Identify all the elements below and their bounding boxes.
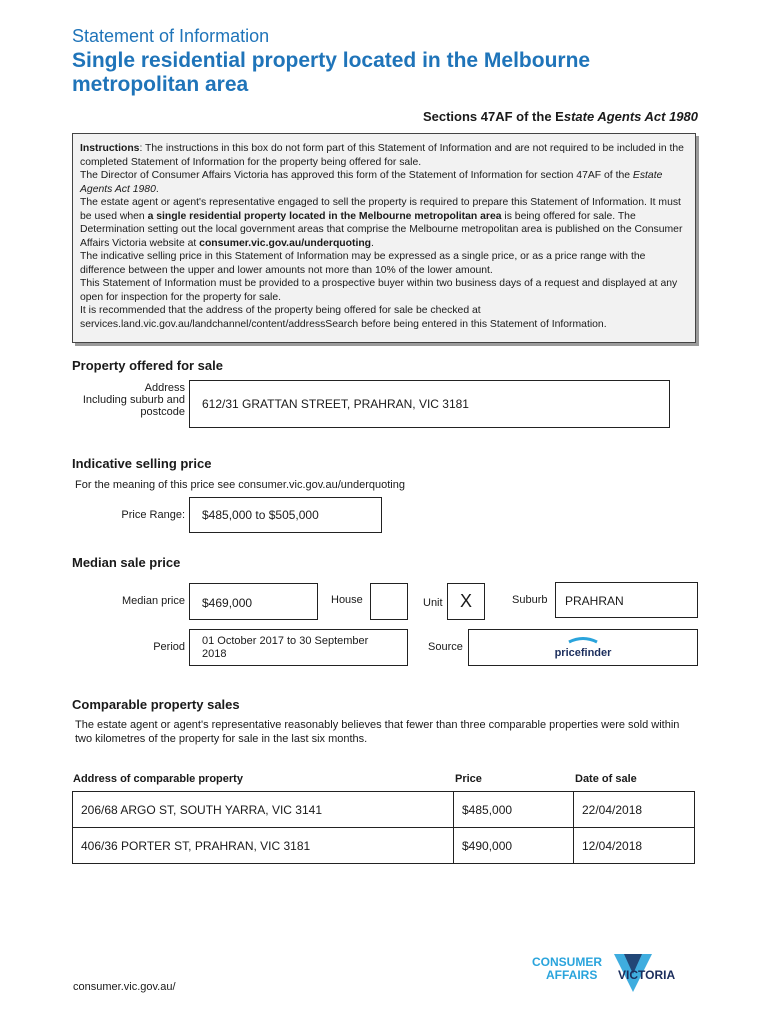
suburb-field[interactable] — [555, 582, 698, 618]
form-title: Single residential property located in the Melbourne metropolitan area — [72, 49, 591, 96]
price-range-label: Price Range: — [121, 509, 185, 521]
comparable-address-cell[interactable]: 206/68 ARGO ST, SOUTH YARRA, VIC 3141 — [73, 792, 454, 828]
suburb-value: PRAHRAN — [565, 594, 624, 608]
unit-checkbox-value: X — [459, 591, 472, 611]
median-price-value: $469,000 — [202, 596, 253, 610]
instructions-p3a: The estate agent or agent's representative engaged to sell the property is required to prepare this Statement of Information. It must be used when — [80, 197, 681, 222]
cav-logo-line1: CONSUMER — [532, 955, 603, 969]
price-range-field[interactable] — [189, 497, 382, 533]
address-field[interactable] — [189, 380, 670, 428]
form-pre-title: Statement of Information — [72, 26, 270, 46]
instructions-p2a: The Director of Consumer Affairs Victoria has approved this form of the Statement of Information for section 47AF of the — [80, 170, 633, 181]
instructions-label: Instructions — [80, 143, 140, 154]
comparable-price-cell[interactable]: $490,000 — [454, 828, 574, 864]
pricefinder-logo — [553, 636, 613, 660]
instructions-p2-act: Estate Agents Act 1980 — [80, 170, 663, 195]
comparable-date-cell[interactable]: 22/04/2018 — [574, 792, 695, 828]
col-header-price: Price — [455, 773, 482, 785]
price-range-value: $485,000 to $505,000 — [202, 508, 319, 522]
property-heading: Property offered for sale — [72, 358, 223, 373]
median-heading: Median sale price — [72, 555, 181, 570]
comparable-address-cell[interactable]: 406/36 PORTER ST, PRAHRAN, VIC 3181 — [73, 828, 454, 864]
consumer-affairs-victoria-logo — [532, 952, 692, 994]
instructions-p3c: . — [371, 237, 374, 249]
house-label: House — [331, 594, 363, 606]
instructions-p4: The indicative selling price in this Statement of Information may be expressed as a single price, or as a price range with the difference between the upper and lower amounts not more than 10% of the lower amount. — [80, 251, 646, 276]
cav-logo-line3: VICTORIA — [618, 968, 676, 982]
period-label: Period — [153, 641, 185, 653]
indicative-heading: Indicative selling price — [72, 456, 212, 471]
instructions-p5: This Statement of Information must be provided to a prospective buyer within two business days of a request and displayed at any open for inspection for the property for sale. — [80, 278, 678, 303]
instructions-p3b: is being offered for sale. The Determination setting out the local government areas that comprise the Melbourne metropolitan area is published on the Consumer Affairs Victoria website at — [80, 210, 683, 249]
sections-prefix: Sections 47AF of the E — [422, 109, 564, 124]
table-row — [73, 792, 695, 828]
pricefinder-logo-text: pricefinder — [554, 647, 612, 659]
source-label: Source — [428, 641, 463, 653]
period-field[interactable] — [189, 629, 408, 666]
col-header-date: Date of sale — [575, 773, 637, 785]
cav-logo-graphic — [532, 952, 692, 994]
sections-reference — [423, 109, 698, 124]
footer-url[interactable]: consumer.vic.gov.au/ — [73, 981, 176, 993]
address-label — [60, 382, 185, 418]
comparable-price-cell[interactable]: $485,000 — [454, 792, 574, 828]
address-label-line2: Including suburb and — [82, 394, 185, 406]
suburb-label: Suburb — [512, 594, 548, 606]
instructions-p6: It is recommended that the address of the property being offered for sale be checked at services.land.vic.gov.au/landchannel/content/addressSearch before being entered in this Statement of Information. — [80, 305, 607, 330]
instructions-p1: : The instructions in this box do not form part of this Statement of Information and are not required to be included in the completed Statement of Information for the property being offered for sale. — [80, 143, 684, 168]
comparable-note: The estate agent or agent's representative reasonably believes that fewer than three comparable properties were sold within two kilometres of the property for sale in the last six months. — [75, 719, 680, 745]
comparable-table — [72, 791, 695, 864]
address-value: 612/31 GRATTAN STREET, PRAHRAN, VIC 3181 — [202, 397, 469, 411]
sections-act: state Agents Act 1980 — [563, 109, 698, 124]
underquoting-link[interactable]: consumer.vic.gov.au/underquoting — [199, 237, 372, 249]
instructions-p3-bold: a single residential property located in the Melbourne metropolitan area — [147, 210, 502, 222]
unit-checkbox[interactable] — [447, 583, 485, 620]
source-field[interactable] — [468, 629, 698, 666]
median-price-field[interactable] — [189, 583, 318, 620]
address-label-line3: postcode — [140, 406, 185, 418]
unit-label: Unit — [423, 597, 443, 609]
period-value: 01 October 2017 to 30 September 2018 — [202, 635, 369, 660]
instructions-box — [72, 133, 696, 343]
comparable-date-cell[interactable]: 12/04/2018 — [574, 828, 695, 864]
table-row — [73, 828, 695, 864]
address-label-line1: Address — [144, 382, 185, 394]
comparable-heading: Comparable property sales — [72, 697, 240, 712]
cav-logo-line2: AFFAIRS — [546, 968, 598, 982]
col-header-address: Address of comparable property — [73, 773, 243, 785]
house-checkbox[interactable] — [370, 583, 408, 620]
instructions-p2b: . — [155, 183, 159, 195]
indicative-note: For the meaning of this price see consumer.vic.gov.au/underquoting — [75, 479, 405, 491]
median-price-label: Median price — [122, 595, 185, 607]
